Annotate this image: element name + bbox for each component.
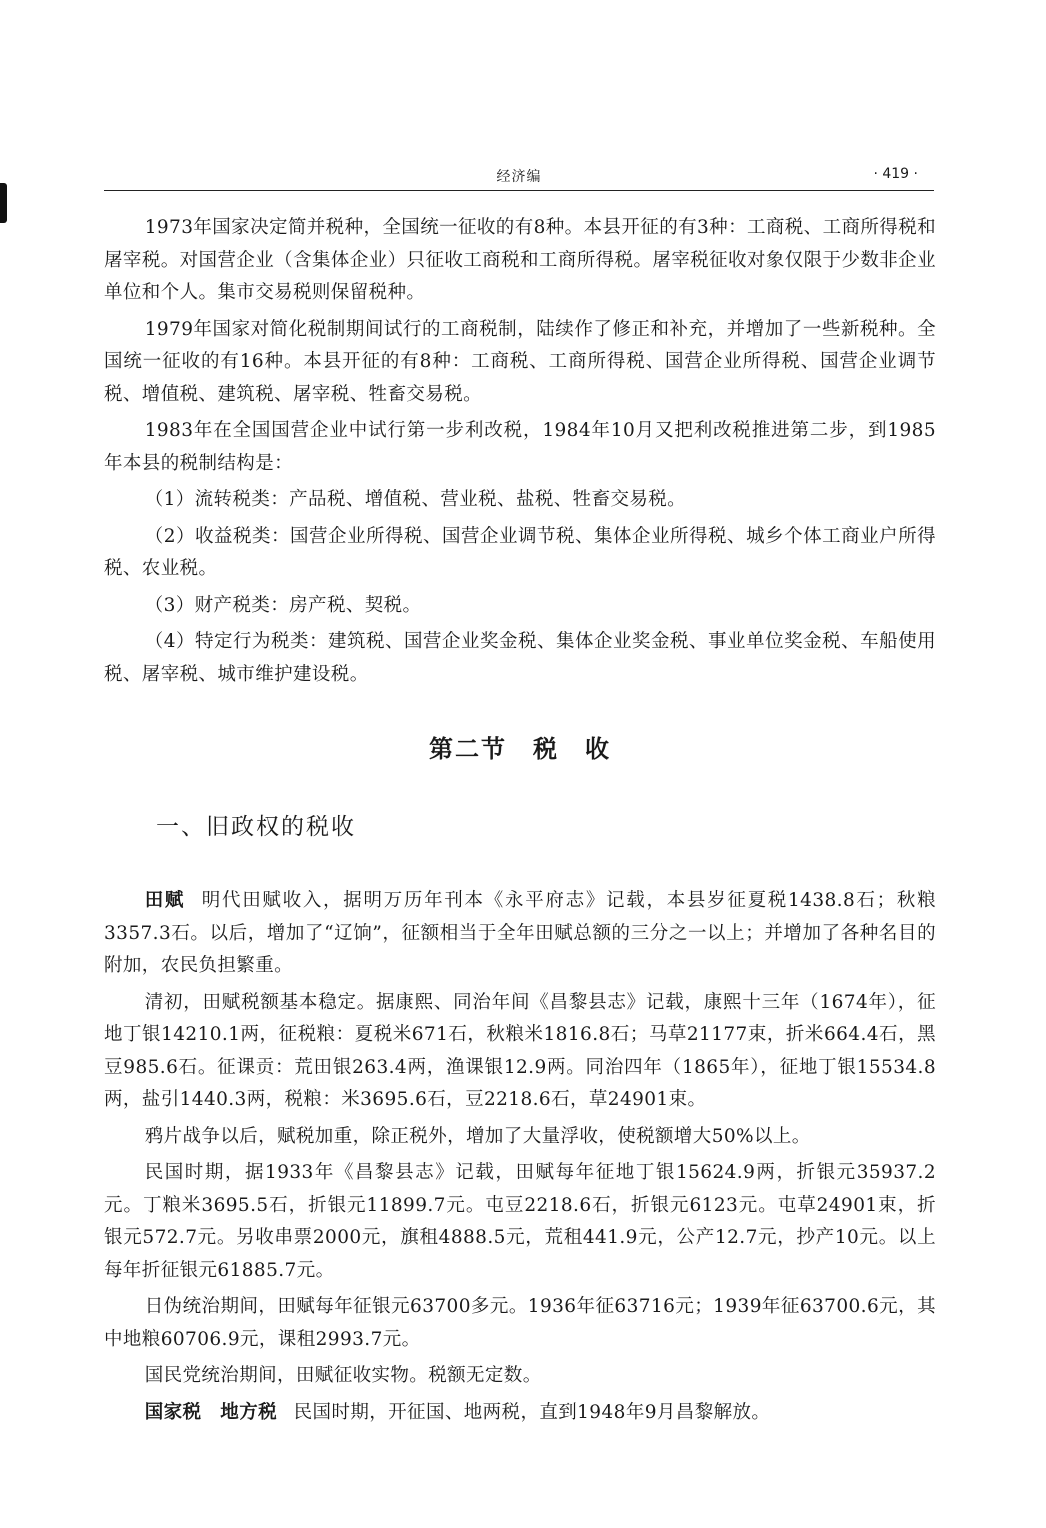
paragraph: 1983年在全国国营企业中试行第一步利改税，1984年10月又把利改税推进第二步，到1985年本县的税制结构是：	[104, 420, 936, 474]
run-in-heading-guojiashui: 国家税 地方税	[144, 1401, 277, 1423]
list-item-liuzhuan: （1）流转税类：产品税、增值税、营业税、盐税、牲畜交易税。	[144, 489, 687, 510]
body-text	[104, 212, 936, 1433]
list-item-caichan: （3）财产税类：房产税、契税。	[144, 594, 422, 616]
page-edge-mark	[0, 183, 7, 223]
run-in-heading-tianfu: 田赋	[144, 890, 186, 911]
list-item-teding: （4）特定行为税类：建筑税、国营企业奖金税、集体企业奖金税、事业单位奖金税、车船使用税、屠宰税、城市维护建设税。	[104, 631, 936, 685]
paragraph: 1973年国家决定简并税种，全国统一征收的有8种。本县开征的有3种：工商税、工商所得税和屠宰税。对国营企业（含集体企业）只征收工商税和工商所得税。屠宰税征收对象仅限于少数非企业单位和个人。集市交易税则保留税种。	[104, 217, 936, 303]
section-title: 第二节 税 收	[429, 735, 611, 763]
paragraph: 鸦片战争以后，赋税加重，除正税外，增加了大量浮收，使税额增大50%以上。	[144, 1125, 811, 1147]
tianfu-text: 明代田赋收入，据明万历年刊本《永平府志》记载，本县岁征夏税1438.8石；秋粮3357.3石。以后，增加了“辽饷”，征额相当于全年田赋总额的三分之一以上；并增加了各种名目的附加，农民负担繁重。	[104, 890, 936, 976]
paragraph: 民国时期，据1933年《昌黎县志》记载，田赋每年征地丁银15624.9两，折银元35937.2元。丁粮米3695.5石，折银元11899.7元。屯豆2218.6石，折银元6123元。屯草24901束，折银元572.7元。另收串票2000元，旗租4888.5元，荒租441.9元，公产12.7元，抄产10元。以上每年折征银元61885.7元。	[104, 1162, 936, 1281]
subsection-title: 一、旧政权的税收	[156, 814, 356, 840]
paragraph-guojiashui	[104, 1397, 936, 1430]
header-section-name: 经济编	[496, 169, 542, 185]
guojiashui-text: 民国时期，开征国、地两税，直到1948年9月昌黎解放。	[293, 1401, 771, 1423]
paragraph: 清初，田赋税额基本稳定。据康熙、同治年间《昌黎县志》记载，康熙十三年（1674年），征地丁银14210.1两，征税粮：夏税米671石，秋粮米1816.8石；马草21177束，折米664.4石，黑豆985.6石。征课贡：荒田银263.4两，渔课银12.9两。同治四年（1865年），征地丁银15534.8两，盐引1440.3两，税粮：米3695.6石，豆2218.6石，草24901束。	[104, 991, 936, 1110]
paragraph-tianfu	[104, 885, 936, 983]
paragraph: 国民党统治期间，田赋征收实物。税额无定数。	[144, 1365, 542, 1386]
list-item-shouyi: （2）收益税类：国营企业所得税、国营企业调节税、集体企业所得税、城乡个体工商业户所得税、农业税。	[104, 525, 936, 579]
paragraph: 日伪统治期间，田赋每年征银元63700多元。1936年征63716元；1939年征63700.6元，其中地粮60706.9元，课租2993.7元。	[104, 1296, 936, 1350]
running-header	[104, 160, 934, 191]
page-number: · 419 ·	[873, 166, 918, 182]
paragraph: 1979年国家对简化税制期间试行的工商税制，陆续作了修正和补充，并增加了一些新税种。全国统一征收的有16种。本县开征的有8种：工商税、工商所得税、国营企业所得税、国营企业调节税、增值税、建筑税、屠宰税、牲畜交易税。	[104, 318, 936, 405]
